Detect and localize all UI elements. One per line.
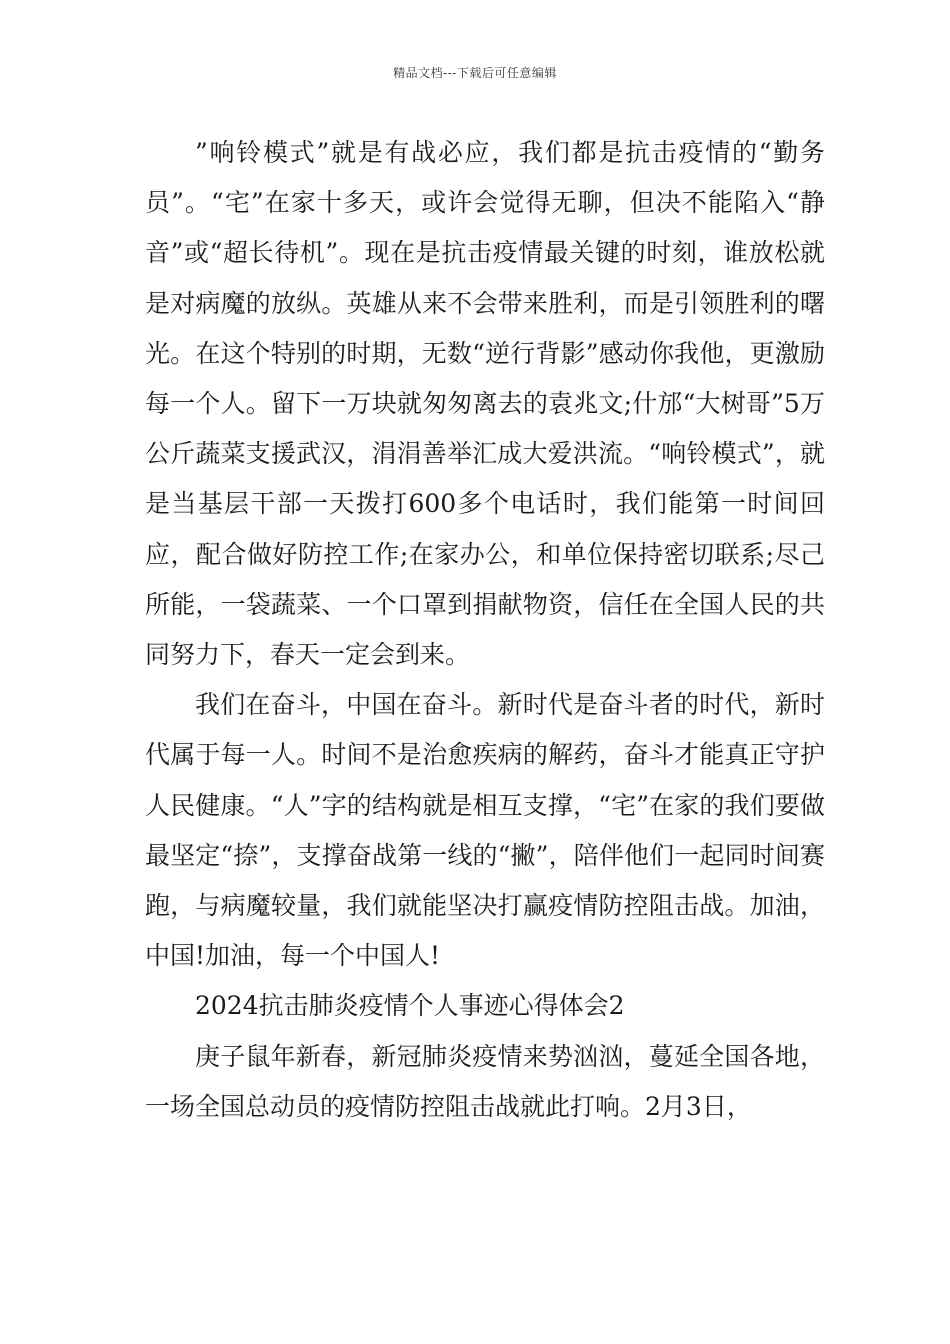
page-header: 精品文档---下载后可任意编辑 — [393, 66, 557, 80]
paragraph-ringing-mode: ”响铃模式”就是有战必应，我们都是抗击疫情的“勤务员”。“宅”在家十多天，或许会觉得无聊，但决不能陷入“静音”或“超长待机”。现在是抗击疫情最关键的时刻，谁放松就是对病魔的放纵。英雄从来不会带来胜利，而是引领胜利的曙光。在这个特别的时期，无数“逆行背影”感动你我他，更激励每一个人。留下一万块就匆匆离去的袁兆文;什邡“大树哥”5万公斤蔬菜支援武汉，涓涓善举汇成大爱洪流。“响铃模式”，就是当基层干部一天拨打600多个电话时，我们能第一时间回应，配合做好防控工作;在家办公，和单位保持密切联系;尽己所能，一袋蔬菜、一个口罩到捐献物资，信任在全国人民的共同努力下，春天一定会到来。 — [145, 138, 825, 670]
section-heading: 2024抗击肺炎疫情个人事迹心得体会2 — [195, 991, 625, 1021]
paragraph-struggle: 我们在奋斗，中国在奋斗。新时代是奋斗者的时代，新时代属于每一人。时间不是治愈疾病的解药，奋斗才能真正守护人民健康。“人”字的结构就是相互支撑，“宅”在家的我们要做最坚定“捺”，支撑奋战第一线的“撇”，陪伴他们一起同时间赛跑，与病魔较量，我们就能坚决打赢疫情防控阻击战。加油，中国!加油，每一个中国人! — [145, 690, 825, 971]
paragraph-new-year: 庚子鼠年新春，新冠肺炎疫情来势汹汹，蔓延全国各地，一场全国总动员的疫情防控阻击战就此打响。2月3日， — [145, 1041, 825, 1121]
document-body — [145, 128, 825, 1132]
